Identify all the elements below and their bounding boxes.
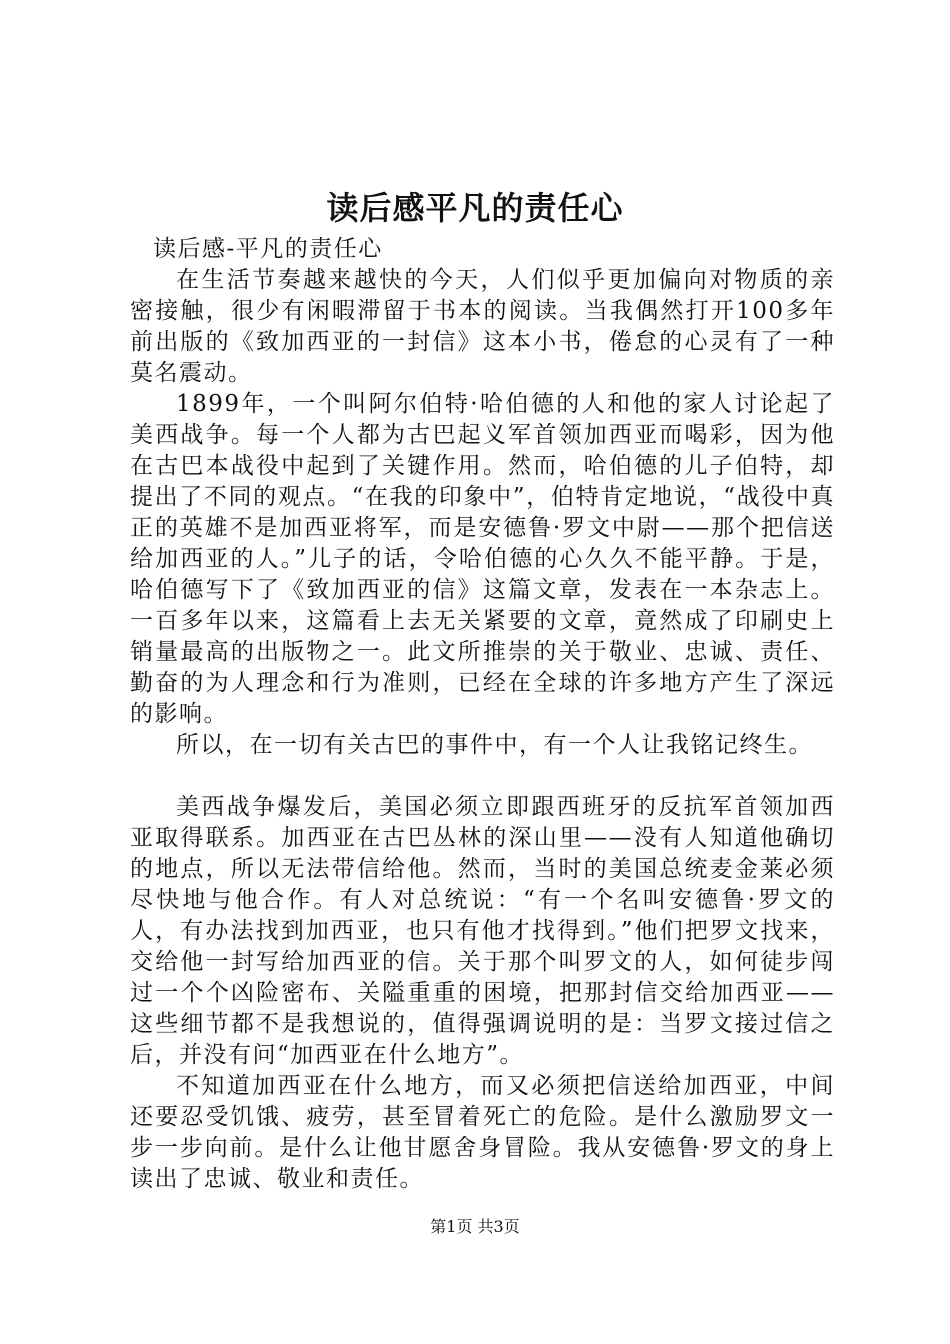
paragraph-spacer: [130, 761, 835, 792]
paragraph-1: 在生活节奏越来越快的今天，人们似乎更加偏向对物质的亲密接触，很少有闲暇滞留于书本的阅读。当我偶然打开100多年前出版的《致加西亚的一封信》这本小书，倦怠的心灵有了一种莫名震动。: [130, 267, 835, 386]
paragraph-3: 所以，在一切有关古巴的事件中，有一个人让我铭记终生。: [176, 732, 813, 758]
page-number-footer: 第1页 共3页: [430, 1217, 520, 1236]
document-title: 读后感平凡的责任心: [326, 189, 624, 227]
document-subtitle: 读后感-平凡的责任心: [153, 236, 383, 262]
paragraph-2: 1899年，一个叫阿尔伯特·哈伯德的人和他的家人讨论起了美西战争。每一个人都为古巴起义军首领加西亚而喝彩，因为他在古巴本战役中起到了关键作用。然而，哈伯德的儿子伯特，却提出了不同的观点。“在我的印象中”，伯特肯定地说，“战役中真正的英雄不是加西亚将军，而是安德鲁·罗文中尉——那个把信送给加西亚的人。”儿子的话，令哈伯德的心久久不能平静。于是，哈伯德写下了《致加西亚的信》这篇文章，发表在一本杂志上。一百多年以来，这篇看上去无关紧要的文章，竟然成了印刷史上销量最高的出版物之一。此文所推崇的关于敬业、忠诚、责任、勤奋的为人理念和行为准则，已经在全球的许多地方产生了深远的影响。: [130, 391, 835, 727]
paragraph-5: 不知道加西亚在什么地方，而又必须把信送给加西亚，中间还要忍受饥饿、疲劳，甚至冒着死亡的危险。是什么激励罗文一步一步向前。是什么让他甘愿舍身冒险。我从安德鲁·罗文的身上读出了忠诚、敬业和责任。: [130, 1073, 835, 1192]
paragraph-4: 美西战争爆发后，美国必须立即跟西班牙的反抗军首领加西亚取得联系。加西亚在古巴丛林的深山里——没有人知道他确切的地点，所以无法带信给他。然而，当时的美国总统麦金莱必须尽快地与他合作。有人对总统说：“有一个名叫安德鲁·罗文的人，有办法找到加西亚，也只有他才找得到。”他们把罗文找来，交给他一封写给加西亚的信。关于那个叫罗文的人，如何徒步闯过一个个凶险密布、关隘重重的困境，把那封信交给加西亚——这些细节都不是我想说的，值得强调说明的是：当罗文接过信之后，并没有问“加西亚在什么地方”。: [130, 794, 835, 1068]
document-body: [130, 234, 835, 1195]
